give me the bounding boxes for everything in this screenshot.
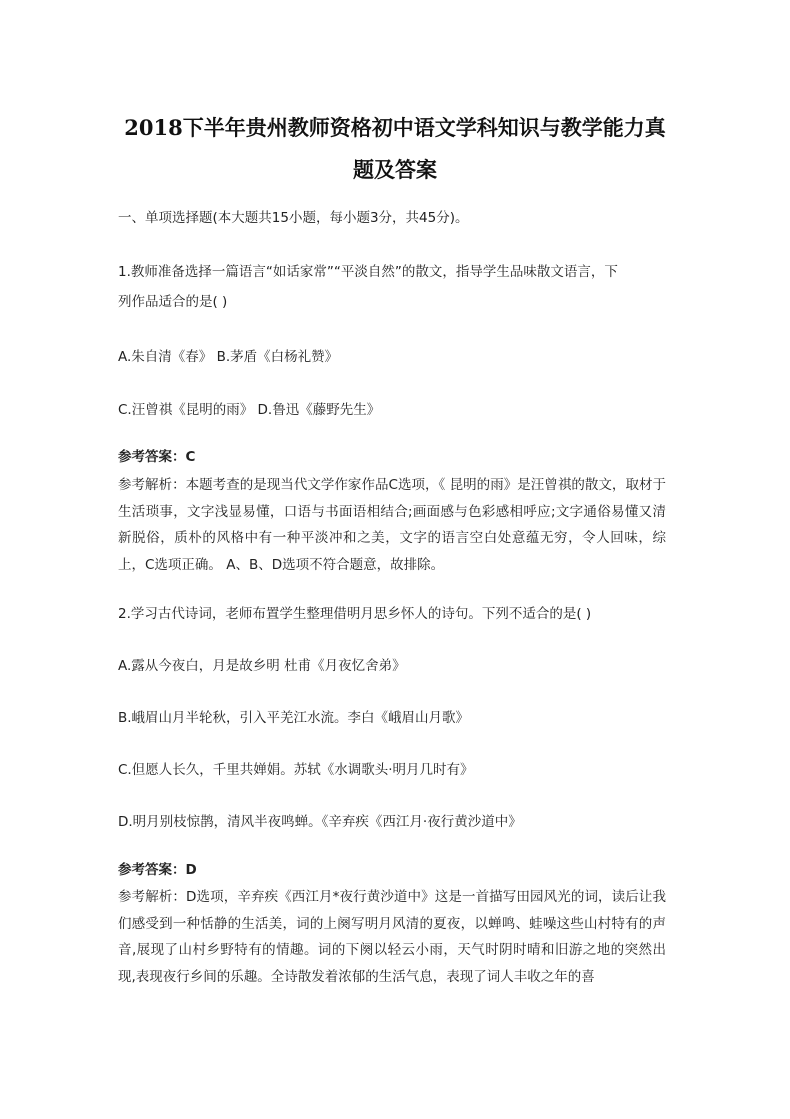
q1-answer: 参考答案：C xyxy=(118,449,196,465)
q2-analysis: 参考解析：D选项，辛弃疾《西江月*夜行黄沙道中》这是一首描写田园风光的词，读后让我们感受到一种恬静的生活美，词的上阕写明月风清的夏夜，以蝉鸣、蛙噪这些山村特有的声音,展现了山村乡野特有的情趣。词的下阕以轻云小雨，天气时阴时晴和旧游之地的突然出现,表现夜行乡间的乐趣。全诗散发着浓郁的生活气息，表现了词人丰收之年的喜 xyxy=(118,889,666,985)
document-title-line-2: 题及答案 xyxy=(353,157,437,182)
q1-options-ab: A.朱自清《春》 B.茅盾《白杨礼赞》 xyxy=(118,349,339,365)
section-header: 一、单项选择题(本大题共15小题，每小题3分，共45分)。 xyxy=(118,210,469,226)
q1-stem-line-1: 1.教师准备选择一篇语言“如话家常”“平淡自然”的散文，指导学生品味散文语言，下 xyxy=(118,264,618,280)
q1-analysis: 参考解析：本题考查的是现当代文学作家作品C选项，《 昆明的雨》是汪曾祺的散文，取材于生活琐事，文字浅显易懂，口语与书面语相结合;画面感与色彩感相呼应;文字通俗易懂又清新脱俗，质朴的风格中有一种平淡冲和之美，文字的语言空白处意蕴无穷，令人回味，综上，C选项正确。 A、B、D选项不符合题意，故排除。 xyxy=(118,477,666,573)
q2-option-c: C.但愿人长久，千里共婵娟。苏轼《水调歌头·明月几时有》 xyxy=(118,762,474,778)
q2-option-a: A.露从今夜白，月是故乡明 杜甫《月夜忆舍弟》 xyxy=(118,658,406,674)
document-title-line-1: 2018下半年贵州教师资格初中语文学科知识与教学能力真 xyxy=(124,115,666,140)
q2-option-d: D.明月别枝惊鹊，清风半夜鸣蝉。《辛弃疾《西江月·夜行黄沙道中》 xyxy=(118,814,522,830)
q2-option-b: B.峨眉山月半轮秋，引入平羌江水流。李白《峨眉山月歌》 xyxy=(118,710,470,726)
q1-options-cd: C.汪曾祺《昆明的雨》 D.鲁迅《藤野先生》 xyxy=(118,402,381,418)
q1-stem-line-2: 列作品适合的是( ) xyxy=(118,294,228,310)
q2-answer: 参考答案：D xyxy=(118,862,197,878)
q2-stem: 2.学习古代诗词，老师布置学生整理借明月思乡怀人的诗句。下列不适合的是( ) xyxy=(118,606,592,622)
